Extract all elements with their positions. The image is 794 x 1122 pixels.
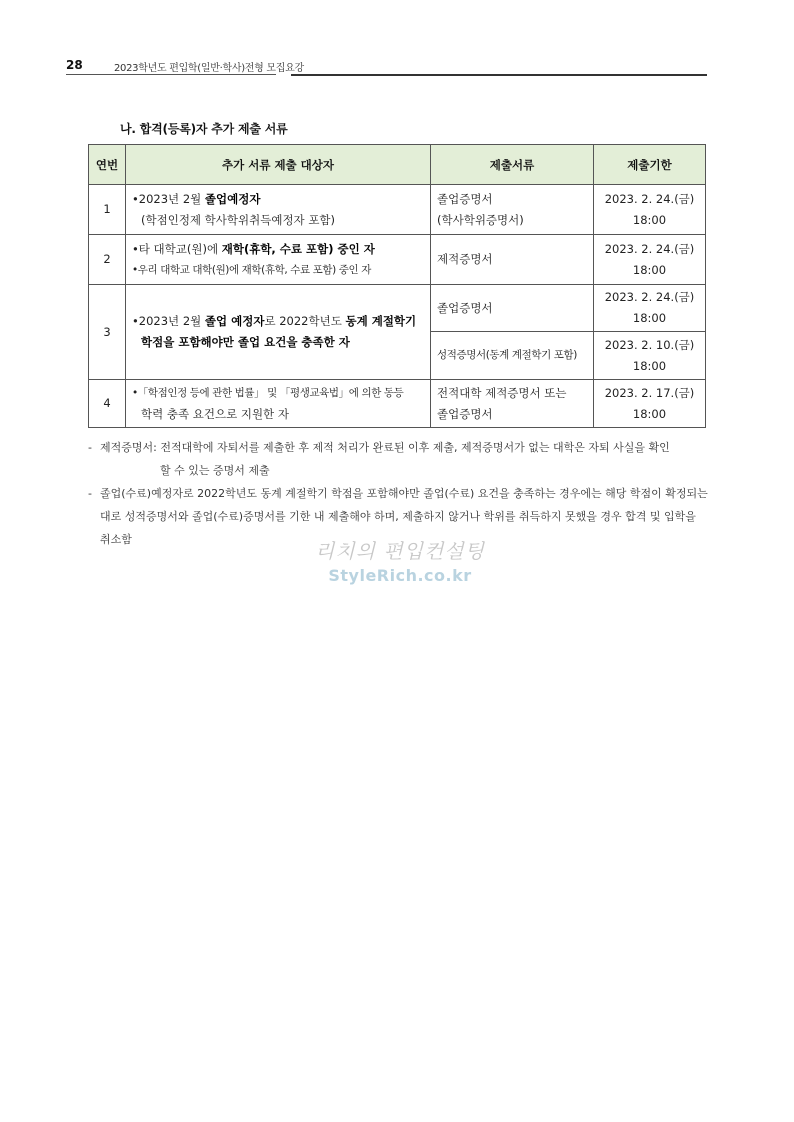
document-text: 졸업증명서 — [437, 406, 493, 421]
note-text: 졸업(수료)예정자로 2022학년도 동계 계절학기 학점을 포함해야만 졸업(수료) 요건을 충족하는 경우에는 해당 학점이 확정되는 대로 성적증명서와 졸업(수료)증명서를 기한 내 제출해야 하며, 제출하지 않거나 학위를 취득하지 못했을 경우 합격 및 입학을 취소함 — [100, 487, 708, 546]
deadline-cell — [594, 185, 706, 235]
document-text: (학사학위증명서) — [437, 212, 524, 227]
target-text: •「학점인정 등에 관한 법률」 및 「평생교육법」에 의한 동등 — [132, 386, 404, 399]
deadline-time: 18:00 — [632, 406, 667, 421]
row-number: 4 — [89, 380, 126, 428]
deadline-date: 2023. 2. 24.(금) — [604, 241, 695, 256]
deadline-date: 2023. 2. 24.(금) — [604, 290, 695, 304]
watermark-url: StyleRich.co.kr — [328, 566, 472, 585]
target-bold-text: 학점을 포함해야만 졸업 요건을 충족한 자 — [141, 335, 350, 349]
watermark — [300, 535, 500, 585]
row-number: 1 — [89, 185, 126, 235]
deadline-date: 2023. 2. 10.(금) — [604, 337, 695, 352]
header-rule-left — [66, 74, 276, 75]
table-row — [89, 380, 706, 428]
target-bold-text: 졸업예정자 — [204, 191, 261, 206]
table-row — [89, 185, 706, 235]
target-cell — [126, 285, 431, 380]
target-text: •타 대학교(원)에 — [132, 241, 222, 256]
notes-section — [88, 436, 708, 551]
note-dash: - — [88, 441, 92, 454]
header-cell-deadline: 제출기한 — [594, 145, 706, 185]
document-cell — [431, 185, 594, 235]
table-row — [89, 235, 706, 285]
deadline-date: 2023. 2. 17.(금) — [604, 385, 695, 400]
deadline-cell — [594, 285, 706, 332]
target-text: •2023년 2월 — [132, 191, 205, 206]
header-cell-target: 추가 서류 제출 대상자 — [126, 145, 431, 185]
target-bold-text: 동계 계절학기 — [345, 314, 417, 328]
target-cell — [126, 380, 431, 428]
deadline-cell — [594, 235, 706, 285]
note-dash: - — [88, 487, 92, 500]
page-number: 28 — [66, 58, 83, 72]
deadline-time: 18:00 — [632, 262, 667, 277]
target-text: 로 2022학년도 — [264, 314, 346, 328]
deadline-cell — [594, 380, 706, 428]
header-rule-right — [291, 74, 707, 76]
note-text: 제적증명서: 전적대학에 자퇴서를 제출한 후 제적 처리가 완료된 이후 제출, 제적증명서가 없는 대학은 자퇴 사실을 확인 — [100, 441, 670, 454]
target-text: 학력 충족 요건으로 지원한 자 — [141, 406, 289, 421]
additional-documents-table — [88, 144, 706, 428]
page-header — [66, 56, 707, 76]
row-number: 2 — [89, 235, 126, 285]
target-cell — [126, 185, 431, 235]
document-cell: 졸업증명서 — [431, 285, 594, 332]
target-text: •2023년 2월 — [132, 314, 205, 328]
note-item — [88, 436, 708, 482]
table-header-row — [89, 145, 706, 185]
header-title: 2023학년도 편입학(일반·학사)전형 모집요강 — [114, 63, 304, 74]
header-cell-documents: 제출서류 — [431, 145, 594, 185]
watermark-logo-text: 리치의 편입컨설팅 — [315, 539, 485, 563]
document-text: 졸업증명서 — [437, 191, 493, 206]
table-row — [89, 285, 706, 332]
target-bold-text: 졸업 예정자 — [204, 314, 265, 328]
section-title: 나. 합격(등록)자 추가 제출 서류 — [120, 122, 288, 136]
document-text: 전적대학 제적증명서 또는 — [437, 385, 567, 400]
target-cell — [126, 235, 431, 285]
header-cell-number: 연번 — [89, 145, 126, 185]
deadline-time: 18:00 — [632, 358, 667, 373]
deadline-cell — [594, 332, 706, 380]
deadline-time: 18:00 — [632, 212, 667, 227]
document-cell: 제적증명서 — [431, 235, 594, 285]
document-cell — [431, 380, 594, 428]
note-text: 할 수 있는 증명서 제출 — [160, 464, 270, 477]
deadline-date: 2023. 2. 24.(금) — [604, 191, 695, 206]
target-text: (학점인정제 학사학위취득예정자 포함) — [141, 212, 336, 227]
deadline-time: 18:00 — [632, 311, 667, 325]
target-text: •우리 대학교 대학(원)에 재학(휴학, 수료 포함) 중인 자 — [132, 263, 371, 276]
row-number: 3 — [89, 285, 126, 380]
target-bold-text: 재학(휴학, 수료 포함) 중인 자 — [221, 241, 375, 256]
document-cell: 성적증명서(동계 계절학기 포함) — [431, 332, 594, 380]
